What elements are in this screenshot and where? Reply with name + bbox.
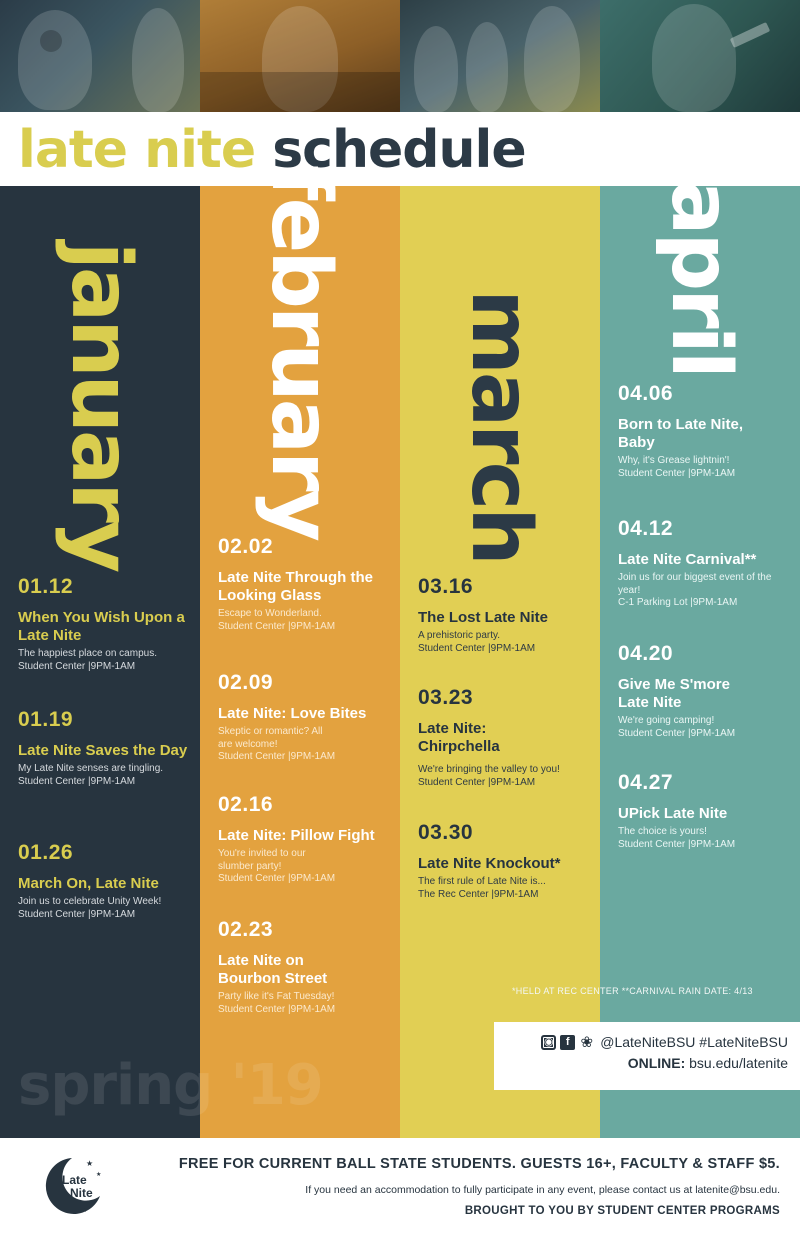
social-box <box>494 1022 800 1090</box>
event-description: The first rule of Late Nite is... <box>418 876 546 887</box>
event-location: Student Center |9PM-1AM <box>18 908 136 920</box>
event-description: Party like it's Fat Tuesday! <box>218 991 335 1002</box>
season-label: spring '19 <box>18 1053 323 1118</box>
social-line <box>494 1031 788 1053</box>
admission-info: FREE FOR CURRENT BALL STATE STUDENTS. GUESTS 16+, FACULTY & STAFF $5. <box>178 1156 780 1172</box>
photo-students-at-table <box>400 0 600 112</box>
event-location: The Rec Center |9PM-1AM <box>418 888 539 900</box>
event-jan-26 <box>18 841 198 921</box>
event-date: 03.16 <box>418 575 474 598</box>
event-date: 02.09 <box>218 671 274 694</box>
title-part-schedule: schedule <box>272 120 526 180</box>
event-title: UPick Late Nite <box>618 805 728 822</box>
event-mar-23 <box>418 686 598 789</box>
month-heading-april: april <box>653 180 748 376</box>
facebook-icon[interactable]: f <box>560 1035 575 1050</box>
event-title: Late Nite on Bourbon Street <box>218 952 328 987</box>
event-feb-02 <box>218 535 398 633</box>
photo-strip <box>0 0 800 112</box>
event-location: Student Center |9PM-1AM <box>218 620 336 632</box>
twitter-icon[interactable]: ❀ <box>580 1033 594 1051</box>
event-description: We're going camping! <box>618 715 715 726</box>
event-title: When You Wish Upon a Late Nite <box>18 609 185 644</box>
event-jan-19 <box>18 708 198 788</box>
credit-line: BROUGHT TO YOU BY STUDENT CENTER PROGRAMS <box>464 1205 780 1217</box>
event-title: Late Nite: Chirpchella <box>418 720 500 755</box>
event-description: A prehistoric party. <box>418 630 501 641</box>
star-icon: ★ <box>82 1208 88 1214</box>
event-date: 04.06 <box>618 382 674 405</box>
photo-student-with-card <box>600 0 800 112</box>
event-title: Late Nite Through the Looking Glass <box>218 569 373 604</box>
event-title: The Lost Late Nite <box>418 609 549 626</box>
month-heading-january: january <box>53 241 148 571</box>
event-date: 01.26 <box>18 841 74 864</box>
event-title: March On, Late Nite <box>18 875 159 892</box>
event-date: 04.27 <box>618 771 674 794</box>
footer <box>0 1138 800 1236</box>
event-description: The choice is yours! <box>618 826 707 837</box>
event-apr-06 <box>618 382 798 480</box>
event-date: 04.12 <box>618 517 674 540</box>
event-date: 02.02 <box>218 535 274 558</box>
event-title: Born to Late Nite, Baby <box>618 416 744 451</box>
instagram-icon[interactable]: ◉ <box>541 1035 556 1050</box>
title-part-late-nite: late nite <box>18 120 256 180</box>
event-mar-30 <box>418 821 598 901</box>
event-description: Escape to Wonderland. <box>218 608 322 619</box>
event-title: Late Nite Saves the Day <box>18 742 188 759</box>
event-feb-23 <box>218 918 398 1016</box>
event-title: Late Nite: Love Bites <box>218 705 367 722</box>
logo-text-late: Late <box>62 1173 87 1187</box>
event-description: We're bringing the valley to you! <box>418 764 560 775</box>
event-location: Student Center |9PM-1AM <box>218 873 336 884</box>
event-description: Join us for our biggest event of the year! <box>618 572 772 596</box>
footnote: *HELD AT REC CENTER **CARNIVAL RAIN DATE: 4/13 <box>512 986 753 996</box>
event-apr-20 <box>618 642 798 740</box>
event-date: 03.30 <box>418 821 474 844</box>
event-description: My Late Nite senses are tingling. <box>18 763 164 774</box>
month-heading-march: march <box>453 289 548 563</box>
star-icon: ★ <box>86 1159 94 1168</box>
event-location: Student Center |9PM-1AM <box>618 838 736 850</box>
event-location: C-1 Parking Lot |9PM-1AM <box>618 597 738 608</box>
star-icon: ★ <box>96 1172 102 1178</box>
event-jan-12 <box>18 575 198 673</box>
online-line <box>494 1055 788 1077</box>
event-date: 01.19 <box>18 708 74 731</box>
event-description: Join us to celebrate Unity Week! <box>18 896 162 907</box>
event-title: Late Nite: Pillow Fight <box>218 827 375 844</box>
photo-student-smiling <box>200 0 400 112</box>
event-title: Give Me S'more Late Nite <box>618 676 730 711</box>
event-date: 01.12 <box>18 575 74 598</box>
event-date: 03.23 <box>418 686 474 709</box>
event-title: Late Nite Carnival** <box>618 551 757 568</box>
event-location: Student Center |9PM-1AM <box>18 660 136 672</box>
event-location: Student Center |9PM-1AM <box>418 776 536 788</box>
event-apr-12 <box>618 517 798 610</box>
event-description: You're invited to our slumber party! <box>218 848 306 872</box>
event-location: Student Center |9PM-1AM <box>618 467 736 479</box>
event-location: Student Center |9PM-1AM <box>218 751 336 762</box>
event-date: 04.20 <box>618 642 674 665</box>
event-date: 02.16 <box>218 793 274 816</box>
event-apr-27 <box>618 771 798 851</box>
online-url-link[interactable]: bsu.edu/latenite <box>689 1055 788 1071</box>
logo-text-nite: Nite <box>70 1186 93 1200</box>
event-location: Student Center |9PM-1AM <box>418 642 536 654</box>
event-description: Skeptic or romantic? All are welcome! <box>218 726 323 750</box>
event-description: The happiest place on campus. <box>18 648 157 659</box>
event-location: Student Center |9PM-1AM <box>618 727 736 739</box>
event-date: 02.23 <box>218 918 274 941</box>
schedule-columns <box>0 164 800 1138</box>
event-mar-16 <box>418 575 598 655</box>
event-location: Student Center |9PM-1AM <box>218 1003 336 1015</box>
title-band <box>0 112 800 186</box>
month-heading-february: february <box>253 164 348 540</box>
event-feb-16 <box>218 793 398 886</box>
event-feb-09 <box>218 671 398 764</box>
social-handles: @LateNiteBSU #LateNiteBSU <box>600 1034 788 1050</box>
event-description: Why, it's Grease lightnin'! <box>618 455 730 466</box>
online-label: ONLINE: <box>627 1055 686 1071</box>
photo-owl-mascot <box>0 0 200 112</box>
event-title: Late Nite Knockout* <box>418 855 561 872</box>
accessibility-note: If you need an accommodation to fully participate in any event, please contact us at latenite@bsu.edu. <box>305 1184 780 1196</box>
event-location: Student Center |9PM-1AM <box>18 775 136 787</box>
